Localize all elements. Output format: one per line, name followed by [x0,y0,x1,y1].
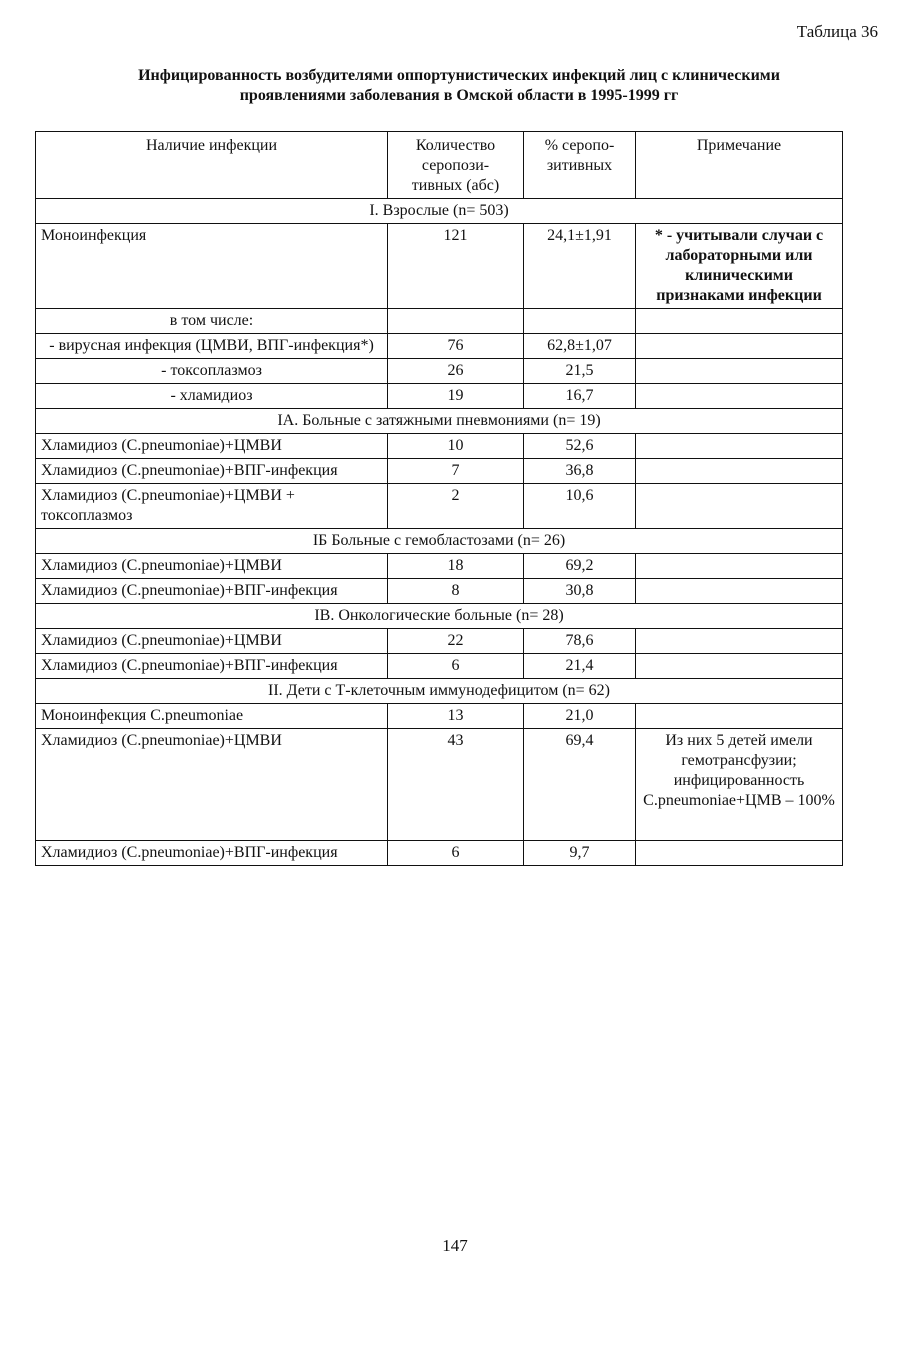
row-count: 76 [388,334,524,359]
row-count: 7 [388,459,524,484]
row-count: 19 [388,384,524,409]
row-note [636,629,843,654]
table-row [36,224,843,309]
column-header-count: Количество серопози-тивных (абс) [388,132,524,199]
row-percent: 21,5 [524,359,636,384]
row-count: 13 [388,704,524,729]
title-line-1: Инфицированность возбудителями оппортунистических инфекций лиц с клиническими [138,67,780,84]
table-row [36,459,843,484]
section-row [36,604,843,629]
row-note [636,841,843,866]
row-note [636,434,843,459]
section-oncology: IВ. Онкологические больные (n= 28) [36,604,843,629]
row-percent: 16,7 [524,384,636,409]
section-pneumonia: IA. Больные с затяжными пневмониями (n= 19) [36,409,843,434]
row-percent: 9,7 [524,841,636,866]
row-label: Моноинфекция C.pneumoniae [36,704,388,729]
table-row [36,629,843,654]
row-label: - хламидиоз [36,384,388,409]
row-note [636,309,843,334]
row-percent: 78,6 [524,629,636,654]
row-label: Хламидиоз (C.pneumoniae)+ЦМВИ [36,729,388,841]
row-percent: 21,0 [524,704,636,729]
row-percent: 69,2 [524,554,636,579]
row-label: Хламидиоз (C.pneumoniae)+ВПГ-инфекция [36,579,388,604]
section-hemoblastosis: IБ Больные с гемобластозами (n= 26) [36,529,843,554]
row-percent: 36,8 [524,459,636,484]
section-row [36,199,843,224]
row-label: - токсоплазмоз [36,359,388,384]
row-count: 6 [388,654,524,679]
row-note: * - учитывали случаи с лабораторными или клиническими признаками инфекции [636,224,843,309]
column-header-infection: Наличие инфекции [36,132,388,199]
table-row [36,484,843,529]
row-count [388,309,524,334]
row-count: 8 [388,579,524,604]
row-percent: 24,1±1,91 [524,224,636,309]
table-row [36,841,843,866]
table-row [36,704,843,729]
table-row [36,654,843,679]
table-row [36,309,843,334]
row-label: Хламидиоз (C.pneumoniae)+ЦМВИ [36,629,388,654]
table-row [36,579,843,604]
row-count: 6 [388,841,524,866]
column-header-note: Примечание [636,132,843,199]
row-label: Моноинфекция [36,224,388,309]
row-label: Хламидиоз (C.pneumoniae)+ВПГ-инфекция [36,654,388,679]
row-count: 43 [388,729,524,841]
row-count: 2 [388,484,524,529]
row-percent: 62,8±1,07 [524,334,636,359]
row-count: 18 [388,554,524,579]
row-percent: 30,8 [524,579,636,604]
row-note [636,654,843,679]
document-title [40,66,878,106]
section-row [36,679,843,704]
section-children: II. Дети с Т-клеточным иммунодефицитом (n= 62) [36,679,843,704]
row-percent: 52,6 [524,434,636,459]
table-row [36,334,843,359]
row-count: 22 [388,629,524,654]
row-label: Хламидиоз (C.pneumoniae)+ВПГ-инфекция [36,459,388,484]
row-note [636,554,843,579]
row-note: Из них 5 детей имели гемотрансфузии; инфицированность C.pneumoniae+ЦМВ – 100% [636,729,843,841]
row-count: 10 [388,434,524,459]
row-percent: 69,4 [524,729,636,841]
row-label: Хламидиоз (C.pneumoniae)+ЦМВИ [36,434,388,459]
infection-table [35,131,843,866]
row-percent: 10,6 [524,484,636,529]
table-row [36,384,843,409]
row-count: 26 [388,359,524,384]
row-note [636,579,843,604]
row-percent: 21,4 [524,654,636,679]
page-number: 147 [442,1236,468,1255]
table-row [36,554,843,579]
row-label: в том числе: [36,309,388,334]
table-number-label: Таблица 36 [796,22,878,41]
row-note [636,459,843,484]
table-row [36,359,843,384]
row-label: Хламидиоз (C.pneumoniae)+ЦМВИ [36,554,388,579]
title-line-2: проявлениями заболевания в Омской области в 1995-1999 гг [239,87,679,104]
row-percent [524,309,636,334]
table-row [36,729,843,841]
row-label: Хламидиоз (C.pneumoniae)+ВПГ-инфекция [36,841,388,866]
column-header-percent: % серопо-зитивных [524,132,636,199]
header-row [36,132,843,199]
row-note [636,484,843,529]
row-note [636,334,843,359]
section-row [36,409,843,434]
row-note [636,704,843,729]
table-row [36,434,843,459]
row-note [636,359,843,384]
section-row [36,529,843,554]
row-note [636,384,843,409]
row-label: Хламидиоз (C.pneumoniae)+ЦМВИ + токсоплазмоз [36,484,388,529]
section-adults: I. Взрослые (n= 503) [36,199,843,224]
row-count: 121 [388,224,524,309]
row-label: - вирусная инфекция (ЦМВИ, ВПГ-инфекция*) [36,334,388,359]
